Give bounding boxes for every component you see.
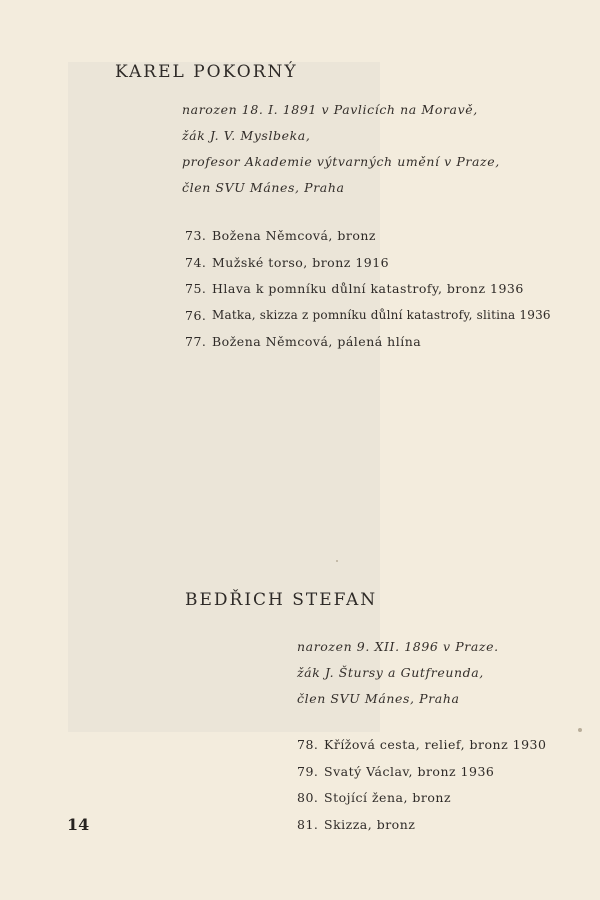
work-number: 81. (297, 816, 319, 832)
work-number: 78. (297, 737, 319, 752)
bio-line: člen SVU Mánes, Praha (297, 691, 460, 706)
works-list-stefan (297, 737, 546, 843)
list-item (185, 255, 551, 282)
list-item (297, 737, 546, 764)
list-item (185, 308, 551, 335)
work-number: 73. (185, 228, 207, 243)
bio-line: narozen 18. I. 1891 v Pavlicích na Moravě, (182, 102, 478, 117)
artist-name-pokorny: KAREL POKORNÝ (115, 62, 298, 82)
work-title: Skizza, bronz (324, 816, 416, 832)
bio-line: narozen 9. XII. 1896 v Praze. (297, 639, 499, 654)
works-list-pokorny (185, 228, 551, 361)
list-item (297, 790, 546, 817)
work-title: Matka, skizza z pomníku důlní katastrofy, slitina 1936 (212, 307, 551, 322)
paper-speck (578, 728, 582, 732)
work-title: Křížová cesta, relief, bronz 1930 (324, 737, 547, 752)
work-title: Hlava k pomníku důlní katastrofy, bronz 1936 (212, 281, 524, 296)
work-number: 75. (185, 281, 207, 296)
list-item (185, 281, 551, 308)
list-item (185, 334, 551, 361)
work-number: 77. (185, 334, 207, 349)
paper-speck (336, 560, 338, 562)
artist-bio-stefan (297, 634, 499, 712)
list-item (297, 764, 546, 791)
work-title: Mužské torso, bronz 1916 (212, 254, 390, 270)
bio-line: profesor Akademie výtvarných umění v Praze, (182, 154, 500, 169)
work-number: 74. (185, 254, 207, 270)
page-number: 14 (67, 815, 90, 834)
bio-line: žák J. V. Myslbeka, (182, 128, 311, 143)
work-title: Božena Němcová, bronz (212, 228, 376, 243)
work-title: Stojící žena, bronz (324, 790, 452, 805)
work-title: Svatý Václav, bronz 1936 (324, 763, 495, 779)
work-number: 79. (297, 763, 319, 779)
artist-bio-pokorny (182, 97, 500, 201)
list-item (185, 228, 551, 255)
bio-line: člen SVU Mánes, Praha (182, 180, 345, 195)
work-number: 80. (297, 790, 319, 805)
work-number: 76. (185, 307, 207, 323)
work-title: Božena Němcová, pálená hlína (212, 334, 422, 349)
list-item (297, 817, 546, 844)
bio-line: žák J. Štursy a Gutfreunda, (297, 665, 484, 680)
artist-name-stefan: BEDŘICH STEFAN (185, 590, 378, 610)
